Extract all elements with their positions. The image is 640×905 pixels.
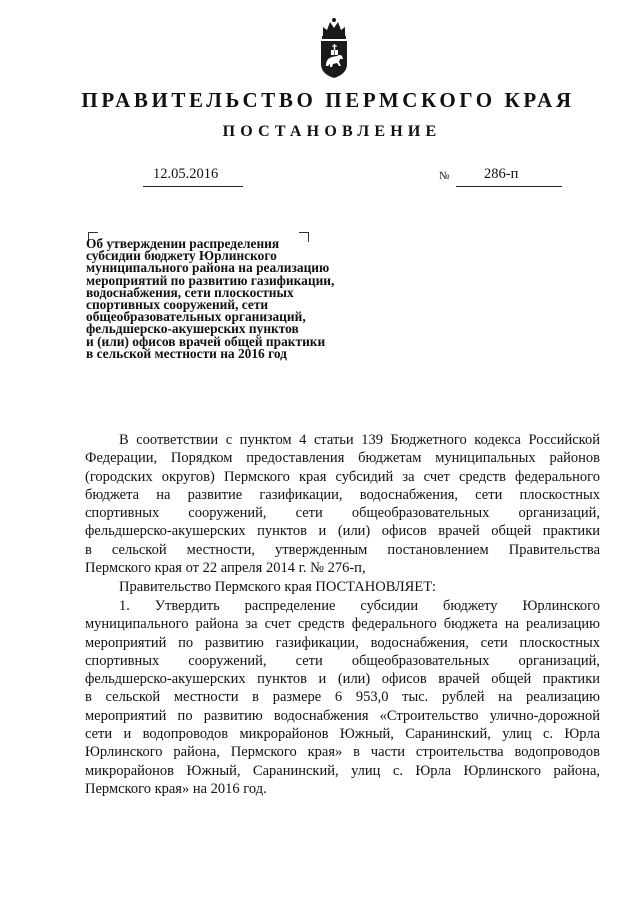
text-line: мероприятий по развитию газификации, водоснабжения, сети плоскостных bbox=[85, 634, 600, 651]
text-line: спортивных сооружений, сети общеобразовательных организаций, bbox=[85, 652, 600, 669]
clause-1-paragraph bbox=[85, 597, 600, 798]
subject-line: муниципального района на реализацию bbox=[86, 260, 330, 276]
text-line: Юрлинского района, Пермского края» в части строительства водопроводов bbox=[85, 744, 600, 761]
government-title: ПРАВИТЕЛЬСТВО ПЕРМСКОГО КРАЯ bbox=[81, 88, 575, 112]
text-line: муниципального района за счет средств федерального бюджета на реализацию bbox=[85, 616, 600, 633]
text-line: В соответствии с пунктом 4 статьи 139 Бюджетного кодекса Российской bbox=[119, 432, 600, 448]
perm-krai-coat-of-arms-icon bbox=[319, 14, 349, 80]
text-line: микрорайонов Южный, Саранинский, улиц с. Юрла Юрлинского района, bbox=[85, 762, 600, 779]
subject-line: Об утверждении распределения bbox=[86, 236, 280, 251]
text-line: сети и водопроводов микрорайонов Южный, Саранинский, улиц с. Юрла bbox=[85, 726, 600, 743]
number-sign: № bbox=[439, 170, 450, 182]
text-line: Правительство Пермского края ПОСТАНОВЛЯЕТ: bbox=[119, 579, 437, 595]
subject-line: общеобразовательных организаций, bbox=[86, 309, 306, 325]
text-line: Пермского края от 22 апреля 2014 г. № 276-п, bbox=[85, 560, 366, 577]
text-line: мероприятий по развитию водоснабжения «Строительство улично-дорожной bbox=[85, 707, 600, 724]
text-line: в сельской местности, утвержденным постановлением Правительства bbox=[85, 541, 600, 558]
subject-line: спортивных сооружений, сети bbox=[86, 297, 269, 313]
text-line: спортивных сооружений, сети общеобразовательных организаций, bbox=[85, 505, 600, 522]
text-line: 1. Утвердить распределение субсидии бюджету Юрлинского bbox=[119, 598, 600, 614]
preamble-paragraph bbox=[85, 431, 600, 577]
document-type: ПОСТАНОВЛЕНИЕ bbox=[222, 123, 442, 140]
subject-line: и (или) офисов врачей общей практики bbox=[86, 333, 326, 349]
document-date: 12.05.2016 bbox=[153, 166, 219, 182]
subject-line: водоснабжения, сети плоскостных bbox=[86, 284, 294, 300]
subject-block bbox=[86, 238, 386, 360]
text-line: в сельской местности в размере 6 953,0 тыс. рублей на реализацию bbox=[85, 689, 600, 706]
text-line: фельдшерско-акушерских пунктов и (или) офисов врачей общей практики bbox=[85, 671, 600, 688]
text-line: (городских округов) Пермского края субсидий за счет средств федерального bbox=[85, 468, 600, 485]
text-line: бюджета на развитие газификации, водоснабжения, сети плоскостных bbox=[85, 486, 600, 503]
subject-line: в сельской местности на 2016 год bbox=[86, 345, 287, 361]
text-line: фельдшерско-акушерских пунктов и (или) офисов врачей общей практики bbox=[85, 523, 600, 540]
number-field bbox=[456, 166, 562, 187]
text-line: Пермского края» на 2016 год. bbox=[85, 780, 267, 797]
resolution-paragraph bbox=[85, 578, 600, 596]
document-number: 286-п bbox=[484, 166, 519, 182]
text-line: Федерации, Порядком предоставления бюджетам муниципальных районов bbox=[85, 450, 600, 467]
subject-line: фельдшерско-акушерских пунктов bbox=[86, 321, 299, 337]
subject-line: мероприятий по развитию газификации, bbox=[86, 272, 335, 288]
subject-line: субсидии бюджету Юрлинского bbox=[86, 248, 277, 264]
date-field bbox=[143, 166, 243, 187]
